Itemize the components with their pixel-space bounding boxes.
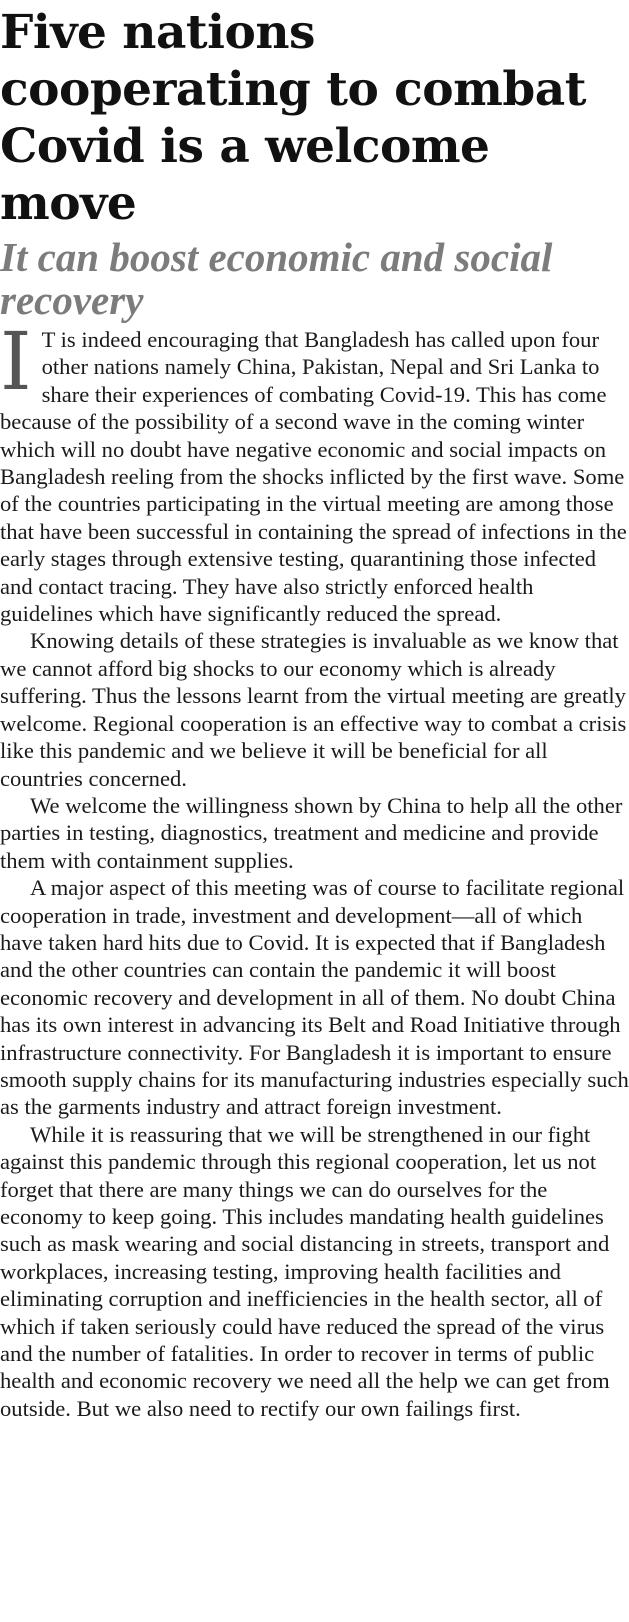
paragraph-4: A major aspect of this meeting was of course to facilitate regional cooperation in trade, investment and development—all of which have taken hard hits due to Covid. It is expected that if Bangladesh and the other countries can contain the pandemic it will boost economic recovery and development in all of them. No doubt China has its own interest in advancing its Belt and Road Initiative through infrastructure connectivity. For Bangladesh it is important to ensure smooth supply chains for its manufacturing industries especially such as the garments industry and attract foreign investment. — [0, 875, 629, 1120]
paragraph-2: Knowing details of these strategies is invaluable as we know that we cannot afford big shocks to our economy which is already suffering. Thus the lessons learnt from the virtual meeting are greatly welcome. Regional cooperation is an effective way to combat a crisis like this pandemic and we believe it will be beneficial for all countries concerned. — [0, 628, 627, 791]
article-body — [0, 315, 629, 1422]
paragraph-5: While it is reassuring that we will be strengthened in our fight against this pandemic through this regional cooperation, let us not forget that there are many things we can do ourselves for the economy to keep going. This includes mandating health guidelines such as mask wearing and social distancing in streets, transport and workplaces, increasing testing, improving health facilities and eliminating corruption and inefficiencies in the health sector, all of which if taken seriously could have reduced the spread of the virus and the number of fatalities. In order to recover in terms of public health and economic recovery we need all the help we can get from outside. But we also need to rectify our own failings first. — [0, 1121, 610, 1421]
paragraph-1-text: T is indeed encouraging that Bangladesh has called upon four other nations namely China, Pakistan, Nepal and Sri Lanka to share their experiences of combating Covid-19. This has come because of the possibility of a second wave in the coming winter which will no doubt have negative economic and social impacts on Bangladesh reeling from the shocks inflicted by the first wave. Some of the countries participating in the virtual meeting are among those that have been successful in containing the spread of infections in the early stages through extensive testing, quarantining those infected and contact tracing. They have also strictly enforced health guidelines which have significantly reduced the spread. — [0, 327, 627, 627]
paragraph-1 — [0, 315, 629, 627]
subheadline: It can boost economic and social recovery — [0, 234, 553, 323]
headline: Five nations cooperating to combat Covid is a welcome move — [0, 5, 586, 231]
drop-cap: I — [0, 315, 32, 408]
paragraph-3: We welcome the willingness shown by China to help all the other parties in testing, diagnostics, treatment and medicine and provide them with containment supplies. — [0, 792, 623, 873]
